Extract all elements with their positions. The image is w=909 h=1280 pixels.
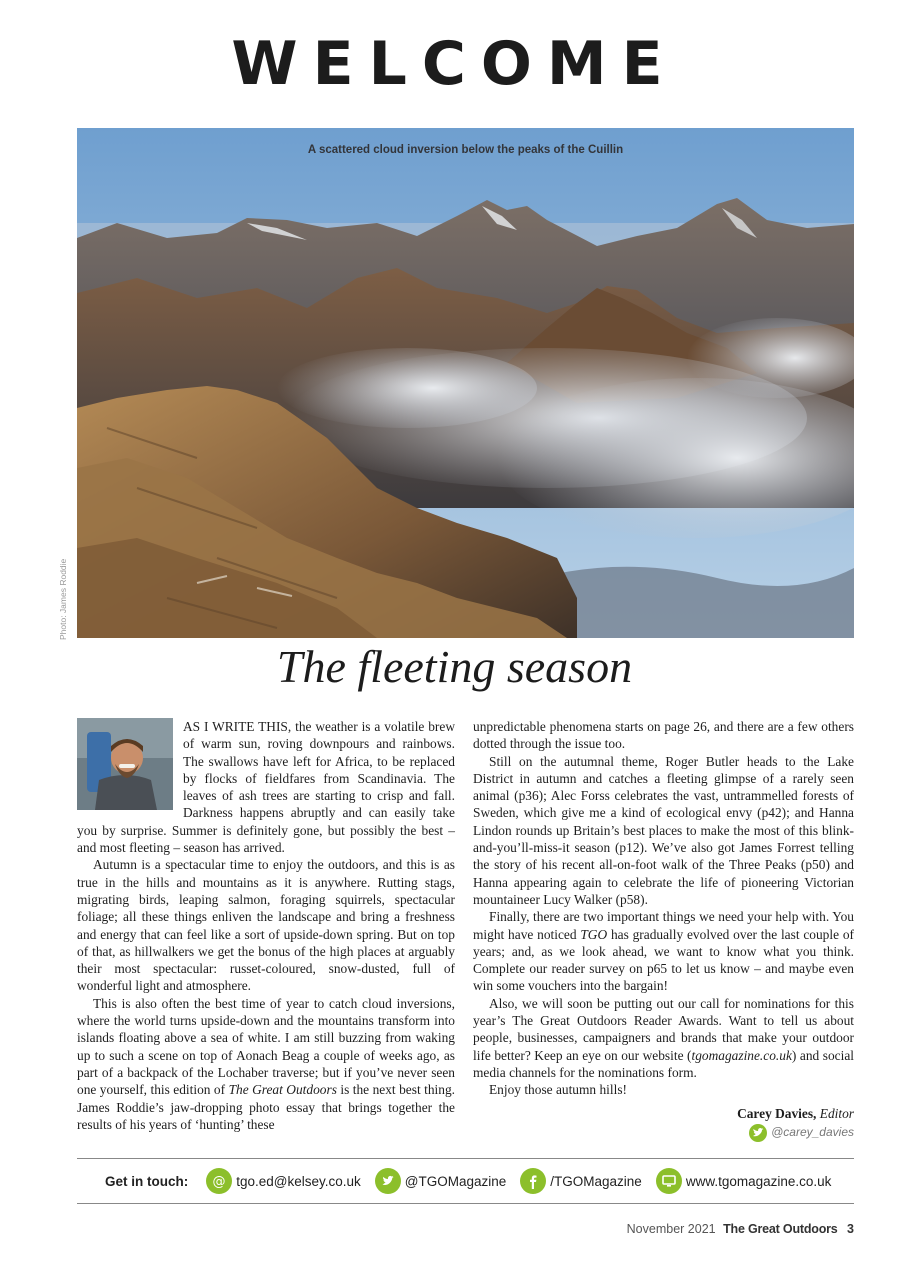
facebook-icon [520,1168,546,1194]
paragraph: unpredictable phenomena starts on page 26, and there are a few others dotted through the issue too. [473,719,854,752]
paragraph: AS I WRITE THIS, the weather is a volatile brew of warm sun, roving downpours and rainbows. The swallows have left for Africa, to be replaced by flocks of fieldfares from Scandinavia. The leaves of ash trees are starting to crisp and fall. Darkness happens abruptly and can easily take you by surprise. Summer is definitely gone, but possibly the best – and most fleeting – season has arrived. [77,719,455,856]
at-sign-icon [206,1168,232,1194]
contact-website[interactable] [656,1168,832,1194]
paragraph: Still on the autumnal theme, Roger Butler heads to the Lake District in autumn and catches a fleeting glimpse of a rarely seen animal (p36); Alec Forss celebrates the vast, untrammelled forests of Sweden, which give me a kind of ecological envy (p42); and Hanna Lindon rounds up Britain’s best places to make the most of this blink-and-you’ll-miss-it season (p12). We’ve also got James Forrest telling the story of his recent all-on-foot walk of the Three Peaks (p50) and Hanna appearing again to celebrate the life of pioneering Victorian mountaineer Lucy Walker (p58). [473,753,854,907]
contact-twitter[interactable] [375,1168,507,1194]
paragraph: Finally, there are two important things we need your help with. You might have noticed TGO has gradually evolved over the last couple of years; and, as we look ahead, we want to know what you think. Complete our reader survey on p65 to let us know – and maybe even win some vouchers into the bargain! [473,909,854,994]
paragraph: Also, we will soon be putting out our call for nominations for this year’s The Great Outdoors Reader Awards. Want to tell us about people, businesses, campaigners and brands that make your outdoor life better? Keep an eye on our website (tgomagazine.co.uk) and social media channels for the nominations form. [473,995,854,1080]
photo-credit: Photo: James Roddie [58,558,68,640]
article-column-left [77,718,455,1133]
page-masthead: WELCOME [231,29,678,99]
article-headline: The fleeting season [276,641,633,692]
contact-twitter-text[interactable]: @TGOMagazine [404,1173,507,1189]
editor-signoff [473,1105,854,1142]
editor-portrait [77,718,173,810]
article-column-right [473,718,854,1142]
issue-date: November 2021 [626,1222,716,1236]
twitter-icon [749,1124,767,1142]
contact-email[interactable] [206,1168,361,1194]
page-number: 3 [847,1222,854,1236]
paragraph: This is also often the best time of year to catch cloud inversions, where the world turns upside-down and the mountains transform into islands floating above a sea of white. I am still buzzing from waking up to such a scene on top of Aonach Beag a couple of weeks ago, as part of a backpack of the Lochaber traverse; but if you’ve never seen one yourself, this edition of The Great Outdoors is the next best thing. James Roddie’s jaw-dropping photo essay that brings together the results of his years of ‘hunting’ these [77,995,455,1132]
monitor-icon [656,1168,682,1194]
editor-role: Editor [819,1105,854,1121]
paragraph: Autumn is a spectacular time to enjoy the outdoors, and this is as true in the hills and mountains as it is anywhere. Rutting stags, migrating birds, leaping salmon, foraging squirrels, spectacular foliage; all these things enliven the landscape and bring a freshness and energy that can feel like a sort of upside-down spring. But on top of that, as hillwalkers we get the bonus of the high places at arguably their most spectacular: russet-coloured, snow-dusted, full of wonderful light and atmosphere. [77,857,455,994]
mountain-landscape-illustration [77,128,854,638]
contact-facebook[interactable] [520,1168,642,1194]
magazine-name: The Great Outdoors [723,1222,838,1236]
contact-bar [77,1158,854,1204]
editor-name: Carey Davies, [737,1105,817,1121]
contact-label: Get in touch: [105,1173,189,1189]
hero-photo [77,128,854,638]
paragraph: Enjoy those autumn hills! [489,1082,627,1098]
contact-facebook-text[interactable]: /TGOMagazine [550,1173,642,1189]
svg-text:@: @ [212,1174,226,1189]
twitter-icon [375,1168,401,1194]
photo-caption: A scattered cloud inversion below the peaks of the Cuillin [307,144,624,156]
contact-email-text[interactable]: tgo.ed@kelsey.co.uk [236,1173,361,1189]
contact-website-text[interactable]: www.tgomagazine.co.uk [685,1173,832,1189]
page-footer [627,1222,854,1236]
editor-twitter-handle[interactable]: @carey_davies [771,1125,854,1139]
